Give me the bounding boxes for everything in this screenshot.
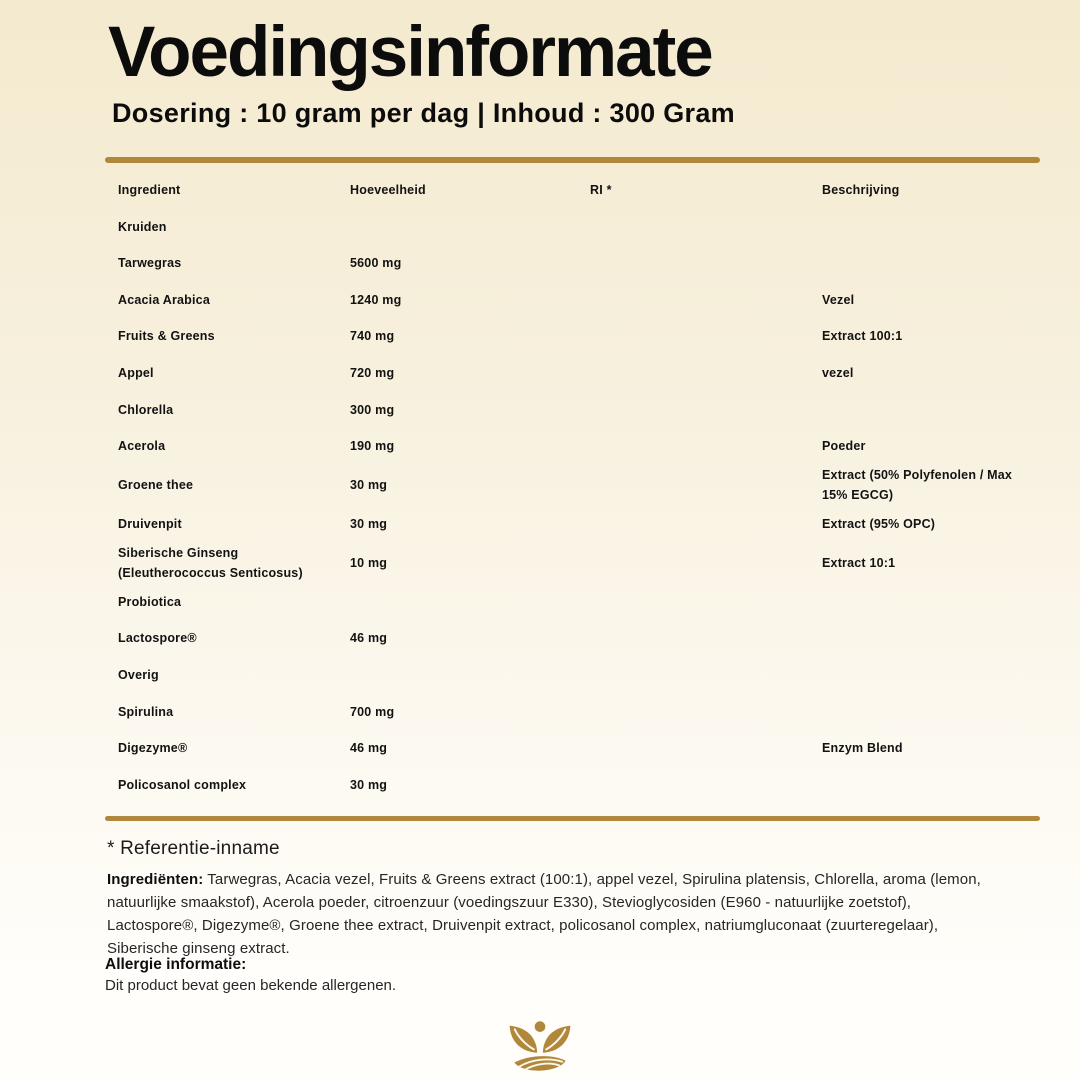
table-row [118,543,1040,584]
table-row [118,730,1040,767]
description-cell: vezel [822,365,854,380]
ingredient-cell: Siberische Ginseng (Eleutherococcus Senticosus) [118,545,303,581]
allergy-info-label: Allergie informatie: [105,956,247,973]
amount-cell: 30 mg [350,516,388,531]
table-row [118,657,1040,694]
amount-cell: 46 mg [350,741,388,756]
amount-cell: 700 mg [350,704,395,719]
ingredient-cell: Appel [118,365,154,380]
ingredient-cell: Druivenpit [118,516,182,531]
top-divider [105,157,1040,163]
ingredients-label: Ingrediënten: [107,871,204,888]
header-ingredient: Ingredient [118,182,181,197]
table-header-row [118,172,1040,209]
amount-cell: 190 mg [350,439,395,454]
ingredients-paragraph [107,868,995,960]
table-row [118,245,1040,282]
description-cell: Vezel [822,292,855,307]
description-cell: Extract (50% Polyfenolen / Max 15% EGCG) [822,467,1013,503]
ingredient-cell: Lactospore® [118,631,197,646]
amount-cell: 1240 mg [350,292,402,307]
amount-cell: 30 mg [350,777,388,792]
ingredient-cell: Acerola [118,439,166,454]
ingredient-cell: Probiotica [118,594,182,609]
ingredients-table [118,172,1040,803]
amount-cell: 720 mg [350,365,395,380]
amount-cell: 46 mg [350,631,388,646]
ingredient-cell: Fruits & Greens [118,329,215,344]
amount-cell: 5600 mg [350,256,402,271]
description-cell: Poeder [822,439,866,454]
table-row [118,355,1040,392]
reference-intake-note: * Referentie-inname [107,838,280,859]
ingredient-cell: Policosanol complex [118,777,247,792]
amount-cell: 740 mg [350,329,395,344]
page-title: Voedingsinformate [108,13,712,92]
header-ri: RI * [590,182,612,197]
table-row [118,694,1040,731]
ingredient-cell: Groene thee [118,478,194,493]
amount-cell: 10 mg [350,555,388,570]
table-row [118,506,1040,543]
ingredients-text: Tarwegras, Acacia vezel, Fruits & Greens extract (100:1), appel vezel, Spirulina platensis, Chlorella, aroma (lemon, natuurlijke smaakstof), Acerola poeder, citroenzuur (voedingszuur E330), Stevioglycosiden (E960 - natuurlijke zoetstof), Lactospore®, Digezyme®, Groene thee extract, Druivenpit extract, policosanol complex, natriumgluconaat (zuurteregelaar), Siberische ginseng extract. [107,871,981,957]
header-description: Beschrijving [822,182,900,197]
table-row [118,465,1040,506]
table-row [118,209,1040,246]
description-cell: Extract (95% OPC) [822,516,936,531]
header-amount: Hoeveelheid [350,182,426,197]
gold-leaf-logo-icon [502,1018,578,1076]
dosage-subtitle: Dosering : 10 gram per dag | Inhoud : 300 Gram [112,98,735,128]
table-row [118,620,1040,657]
table-row [118,282,1040,319]
amount-cell: 300 mg [350,402,395,417]
amount-cell: 30 mg [350,478,388,493]
ingredient-cell: Spirulina [118,704,174,719]
bottom-divider [105,816,1040,821]
description-cell: Enzym Blend [822,741,903,756]
ingredient-cell: Chlorella [118,402,174,417]
description-cell: Extract 100:1 [822,329,903,344]
ingredient-cell: Digezyme® [118,741,188,756]
table-row [118,318,1040,355]
table-row [118,428,1040,465]
ingredient-cell: Kruiden [118,219,167,234]
table-body [118,209,1040,804]
ingredient-cell: Acacia Arabica [118,292,210,307]
allergy-info-text: Dit product bevat geen bekende allergenen. [105,977,397,994]
table-row [118,392,1040,429]
description-cell: Extract 10:1 [822,555,896,570]
table-row [118,767,1040,804]
ingredient-cell: Tarwegras [118,256,182,271]
ingredient-cell: Overig [118,668,159,683]
table-row [118,584,1040,621]
